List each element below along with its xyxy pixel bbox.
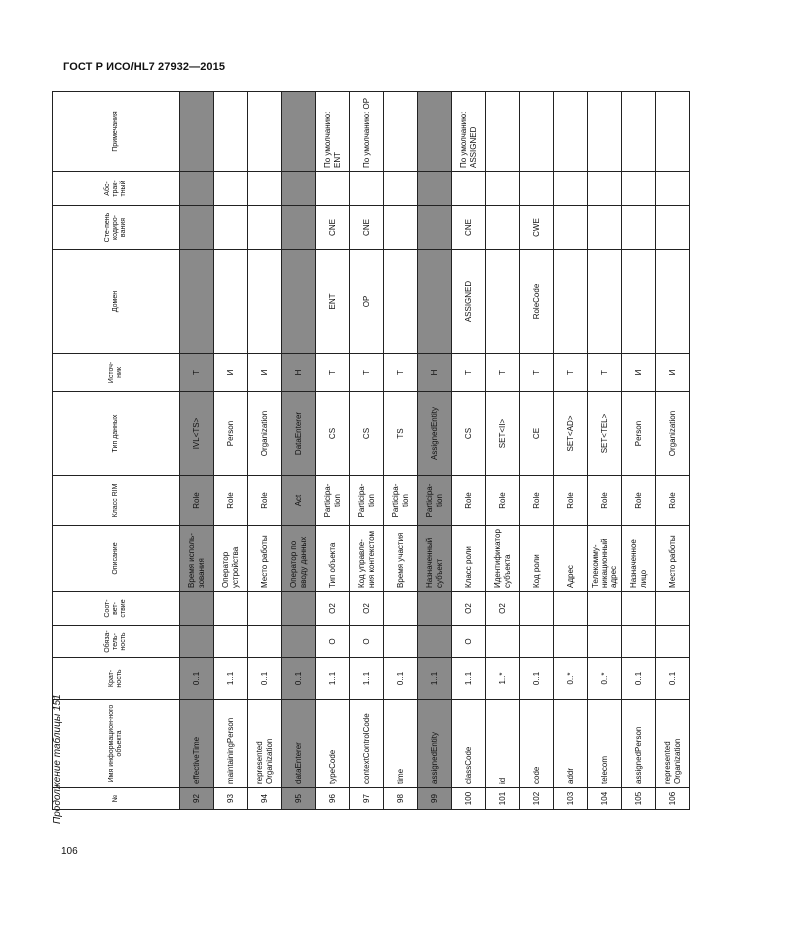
table-row: [180, 92, 214, 810]
cell-type: CE: [520, 392, 554, 476]
cell-domain: ASSIGNED: [452, 250, 486, 354]
cell-n: 96: [316, 788, 350, 810]
cell-type: Organization: [248, 392, 282, 476]
cell-domain: [418, 250, 452, 354]
cell-name: assignedPerson: [622, 700, 656, 788]
column-header: Соот-вет-ствие: [53, 592, 180, 626]
cell-desc: Время исполь-зования: [180, 526, 214, 592]
cell-abstract: [180, 172, 214, 206]
cell-rim: Participa-tion: [350, 476, 384, 526]
cell-n: 99: [418, 788, 452, 810]
cell-card: 1..1: [316, 658, 350, 700]
cell-abstract: [350, 172, 384, 206]
cell-name: id: [486, 700, 520, 788]
cell-desc: Назначенный субъект: [418, 526, 452, 592]
cell-notes: [520, 92, 554, 172]
cell-type: SET<TEL>: [588, 392, 622, 476]
cell-card: 0..1: [282, 658, 316, 700]
cell-type: IVL<TS>: [180, 392, 214, 476]
cell-desc: Адрес: [554, 526, 588, 592]
cell-notes: [282, 92, 316, 172]
cell-mand: [486, 626, 520, 658]
cell-type: Organization: [656, 392, 690, 476]
cell-type: CS: [452, 392, 486, 476]
cell-n: 92: [180, 788, 214, 810]
table-row: [384, 92, 418, 810]
cell-notes: [248, 92, 282, 172]
cell-src: T: [452, 354, 486, 392]
cell-src: Н: [418, 354, 452, 392]
column-header: Примечания: [53, 92, 180, 172]
cell-desc: Место работы: [656, 526, 690, 592]
cell-src: T: [520, 354, 554, 392]
cell-coding: CWE: [520, 206, 554, 250]
cell-desc: Оператор по вводу данных: [282, 526, 316, 592]
cell-coding: [214, 206, 248, 250]
cell-mand: O: [452, 626, 486, 658]
cell-rim: Role: [554, 476, 588, 526]
cell-abstract: [316, 172, 350, 206]
cell-conf: [248, 592, 282, 626]
table-row: [248, 92, 282, 810]
cell-rim: Participa-tion: [418, 476, 452, 526]
cell-src: И: [248, 354, 282, 392]
cell-coding: [282, 206, 316, 250]
table-row: [622, 92, 656, 810]
cell-notes: По умолчанию: ENT: [316, 92, 350, 172]
cell-desc: Оператор устройства: [214, 526, 248, 592]
cell-domain: [622, 250, 656, 354]
cell-abstract: [384, 172, 418, 206]
cell-coding: [180, 206, 214, 250]
cell-domain: [384, 250, 418, 354]
cell-conf: [656, 592, 690, 626]
cell-desc: Идентификатор субъекта: [486, 526, 520, 592]
cell-mand: [622, 626, 656, 658]
cell-name: represented Organization: [656, 700, 690, 788]
cell-desc: Назначенное лицо: [622, 526, 656, 592]
cell-name: addr: [554, 700, 588, 788]
cell-notes: [622, 92, 656, 172]
table-row: [486, 92, 520, 810]
cell-desc: Телекомму-никационный адрес: [588, 526, 622, 592]
cell-conf: [554, 592, 588, 626]
cell-notes: [554, 92, 588, 172]
cell-abstract: [588, 172, 622, 206]
cell-name: assignedEntity: [418, 700, 452, 788]
column-header: №: [53, 788, 180, 810]
cell-mand: [656, 626, 690, 658]
cell-mand: [588, 626, 622, 658]
cell-name: dataEnterer: [282, 700, 316, 788]
cell-n: 104: [588, 788, 622, 810]
cell-conf: [384, 592, 418, 626]
cell-conf: O2: [452, 592, 486, 626]
cell-card: 0..1: [622, 658, 656, 700]
cell-notes: По умолчанию: OP: [350, 92, 384, 172]
cell-abstract: [486, 172, 520, 206]
cell-name: represented Organization: [248, 700, 282, 788]
cell-conf: [622, 592, 656, 626]
cell-domain: [180, 250, 214, 354]
table-row: [554, 92, 588, 810]
table-row: [282, 92, 316, 810]
cell-rim: Role: [656, 476, 690, 526]
cell-card: 1..1: [214, 658, 248, 700]
cell-name: classCode: [452, 700, 486, 788]
cell-coding: CNE: [350, 206, 384, 250]
cell-notes: По умолчанию: ASSIGNED: [452, 92, 486, 172]
table-row: [452, 92, 486, 810]
cell-name: time: [384, 700, 418, 788]
cell-conf: [180, 592, 214, 626]
cell-card: 0..1: [520, 658, 554, 700]
cell-mand: [248, 626, 282, 658]
cell-conf: O2: [350, 592, 384, 626]
cell-abstract: [248, 172, 282, 206]
table-row: [588, 92, 622, 810]
cell-src: И: [656, 354, 690, 392]
cell-name: code: [520, 700, 554, 788]
cell-rim: Role: [452, 476, 486, 526]
cell-card: 0..1: [248, 658, 282, 700]
cell-desc: Код управле-ния контекстом: [350, 526, 384, 592]
cell-type: SET<AD>: [554, 392, 588, 476]
cell-n: 98: [384, 788, 418, 810]
cell-domain: [656, 250, 690, 354]
cell-rim: Role: [486, 476, 520, 526]
cell-abstract: [520, 172, 554, 206]
column-header: Имя информацион-ного объекта: [53, 700, 180, 788]
cell-mand: [214, 626, 248, 658]
cell-src: T: [180, 354, 214, 392]
cell-n: 101: [486, 788, 520, 810]
cell-conf: [588, 592, 622, 626]
cell-card: 0..1: [656, 658, 690, 700]
cell-src: Н: [282, 354, 316, 392]
cell-rim: Participa-tion: [316, 476, 350, 526]
cell-src: T: [554, 354, 588, 392]
cell-conf: [214, 592, 248, 626]
cell-n: 102: [520, 788, 554, 810]
cell-notes: [486, 92, 520, 172]
page-number: 106: [61, 846, 78, 857]
cell-domain: [282, 250, 316, 354]
data-table: [52, 91, 690, 810]
table-row: [316, 92, 350, 810]
table-row: [520, 92, 554, 810]
cell-n: 97: [350, 788, 384, 810]
cell-notes: [180, 92, 214, 172]
cell-name: typeCode: [316, 700, 350, 788]
cell-type: TS: [384, 392, 418, 476]
cell-src: И: [214, 354, 248, 392]
cell-mand: [282, 626, 316, 658]
cell-rim: Role: [214, 476, 248, 526]
cell-abstract: [282, 172, 316, 206]
cell-card: 0..1: [384, 658, 418, 700]
cell-card: 1..1: [452, 658, 486, 700]
cell-desc: Тип объекта: [316, 526, 350, 592]
cell-src: T: [384, 354, 418, 392]
cell-src: T: [588, 354, 622, 392]
column-header: Крат-ность: [53, 658, 180, 700]
cell-conf: [418, 592, 452, 626]
cell-abstract: [418, 172, 452, 206]
cell-abstract: [452, 172, 486, 206]
column-header: Класс RIM: [53, 476, 180, 526]
cell-desc: Класс роли: [452, 526, 486, 592]
cell-coding: [622, 206, 656, 250]
cell-conf: [282, 592, 316, 626]
cell-domain: [214, 250, 248, 354]
cell-name: maintainingPerson: [214, 700, 248, 788]
cell-coding: [248, 206, 282, 250]
cell-desc: Место работы: [248, 526, 282, 592]
cell-mand: [520, 626, 554, 658]
cell-n: 100: [452, 788, 486, 810]
rotated-table-area: [50, 92, 790, 824]
cell-mand: [180, 626, 214, 658]
cell-name: effectiveTime: [180, 700, 214, 788]
cell-type: AssignedEntity: [418, 392, 452, 476]
cell-abstract: [554, 172, 588, 206]
cell-mand: O: [316, 626, 350, 658]
cell-rim: Role: [588, 476, 622, 526]
cell-name: telecom: [588, 700, 622, 788]
cell-abstract: [622, 172, 656, 206]
table-row: [214, 92, 248, 810]
cell-type: DataEnterer: [282, 392, 316, 476]
cell-notes: [384, 92, 418, 172]
cell-notes: [656, 92, 690, 172]
standard-header: ГОСТ Р ИСО/HL7 27932—2015: [63, 61, 226, 73]
cell-type: Person: [622, 392, 656, 476]
cell-n: 106: [656, 788, 690, 810]
cell-mand: O: [350, 626, 384, 658]
cell-card: 1..*: [486, 658, 520, 700]
cell-type: SET<II>: [486, 392, 520, 476]
table-row: [656, 92, 690, 810]
cell-coding: CNE: [316, 206, 350, 250]
cell-conf: O2: [486, 592, 520, 626]
column-header: Обяза-тель-ность: [53, 626, 180, 658]
cell-domain: [248, 250, 282, 354]
cell-rim: Role: [180, 476, 214, 526]
cell-domain: [554, 250, 588, 354]
cell-type: Person: [214, 392, 248, 476]
cell-n: 105: [622, 788, 656, 810]
cell-desc: Время участия: [384, 526, 418, 592]
cell-coding: [418, 206, 452, 250]
column-header: Источ-ник: [53, 354, 180, 392]
cell-type: CS: [350, 392, 384, 476]
column-header: Описание: [53, 526, 180, 592]
cell-src: T: [316, 354, 350, 392]
cell-domain: [588, 250, 622, 354]
cell-domain: RoleCode: [520, 250, 554, 354]
cell-coding: [384, 206, 418, 250]
cell-coding: [656, 206, 690, 250]
cell-src: T: [486, 354, 520, 392]
cell-rim: Role: [622, 476, 656, 526]
cell-abstract: [214, 172, 248, 206]
cell-card: 0..*: [554, 658, 588, 700]
cell-card: 1..1: [350, 658, 384, 700]
table-caption: Продолжение таблицы 151: [52, 694, 63, 824]
cell-abstract: [656, 172, 690, 206]
cell-card: 0..1: [180, 658, 214, 700]
cell-notes: [588, 92, 622, 172]
cell-rim: Role: [520, 476, 554, 526]
cell-notes: [418, 92, 452, 172]
cell-coding: [554, 206, 588, 250]
column-header: Абс-трак-тный: [53, 172, 180, 206]
cell-n: 103: [554, 788, 588, 810]
cell-domain: OP: [350, 250, 384, 354]
cell-n: 95: [282, 788, 316, 810]
table-row: [350, 92, 384, 810]
cell-rim: Role: [248, 476, 282, 526]
column-header: Сте-пень кодиро-вания: [53, 206, 180, 250]
table-header-row: [53, 92, 180, 810]
table-row: [418, 92, 452, 810]
cell-mand: [418, 626, 452, 658]
cell-coding: [486, 206, 520, 250]
cell-src: И: [622, 354, 656, 392]
cell-desc: Код роли: [520, 526, 554, 592]
cell-coding: CNE: [452, 206, 486, 250]
cell-n: 93: [214, 788, 248, 810]
cell-type: CS: [316, 392, 350, 476]
table-body: [180, 92, 690, 810]
cell-domain: ENT: [316, 250, 350, 354]
cell-card: 1..1: [418, 658, 452, 700]
cell-mand: [384, 626, 418, 658]
cell-rim: Act: [282, 476, 316, 526]
cell-notes: [214, 92, 248, 172]
column-header: Домен: [53, 250, 180, 354]
cell-rim: Participa-tion: [384, 476, 418, 526]
column-header: Тип данных: [53, 392, 180, 476]
cell-card: 0..*: [588, 658, 622, 700]
cell-src: T: [350, 354, 384, 392]
cell-mand: [554, 626, 588, 658]
cell-name: contextControlCode: [350, 700, 384, 788]
cell-domain: [486, 250, 520, 354]
cell-conf: [520, 592, 554, 626]
cell-n: 94: [248, 788, 282, 810]
cell-coding: [588, 206, 622, 250]
cell-conf: O2: [316, 592, 350, 626]
